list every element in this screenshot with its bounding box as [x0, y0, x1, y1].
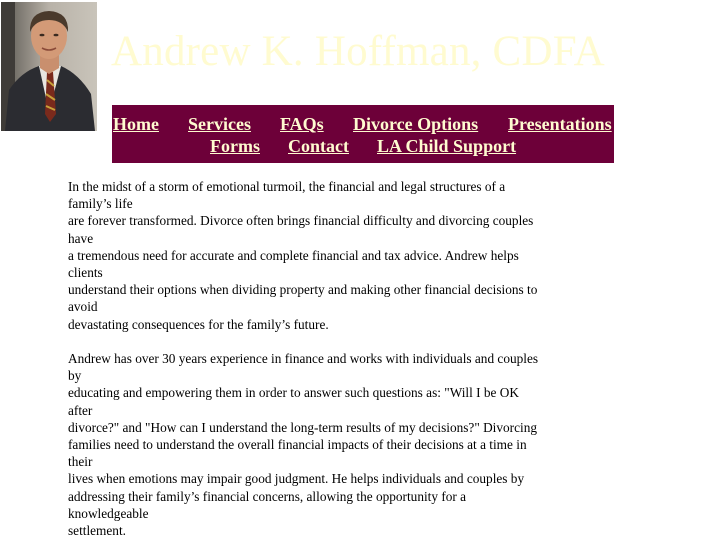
- paragraph-line: have: [68, 230, 94, 246]
- paragraph-line: family’s life: [68, 196, 133, 212]
- paragraph-line: devastating consequences for the family’s future.: [68, 316, 329, 332]
- main-content: [68, 178, 588, 539]
- paragraph-line: knowledgeable: [68, 505, 149, 521]
- nav-link-faqs[interactable]: FAQs: [280, 114, 324, 134]
- paragraph-line: addressing their family’s financial concerns, allowing the opportunity for a: [68, 488, 467, 504]
- paragraph-spacer: [68, 333, 588, 350]
- paragraph-line: divorce?" and "How can I understand the long-term results of my decisions?" Divorcing: [68, 419, 537, 435]
- paragraph-line: their: [68, 454, 93, 470]
- paragraph-line: understand their options when dividing property and making other financial decisions to: [68, 282, 538, 298]
- experience-paragraph: [68, 350, 588, 539]
- paragraph-line: settlement.: [68, 523, 126, 539]
- nav-link-home[interactable]: Home: [113, 114, 159, 134]
- paragraph-line: lives when emotions may impair good judgment. He helps individuals and couples by: [68, 471, 525, 487]
- nav-link-services[interactable]: Services: [188, 114, 251, 134]
- paragraph-line: are forever transformed. Divorce often brings financial difficulty and divorcing couples: [68, 213, 534, 229]
- nav-link-contact[interactable]: Contact: [288, 136, 349, 156]
- paragraph-line: families need to understand the overall financial impacts of their decisions at a time in: [68, 437, 527, 453]
- paragraph-line: a tremendous need for accurate and complete financial and tax advice. Andrew helps: [68, 247, 519, 263]
- site-title: Andrew K. Hoffman, CDFA: [111, 28, 605, 75]
- main-navigation: [112, 105, 614, 163]
- paragraph-line: In the midst of a storm of emotional turmoil, the financial and legal structures of a: [68, 179, 506, 194]
- portrait-image: [1, 2, 97, 131]
- nav-link-divorce-options[interactable]: Divorce Options: [353, 114, 479, 134]
- portrait-photo: [1, 2, 97, 131]
- nav-link-forms[interactable]: Forms: [210, 136, 260, 156]
- paragraph-line: avoid: [68, 299, 98, 315]
- intro-paragraph: [68, 178, 588, 333]
- paragraph-line: educating and empowering them in order to answer such questions as: "Will I be OK: [68, 385, 519, 401]
- paragraph-line: clients: [68, 265, 103, 281]
- nav-link-la-child-support[interactable]: LA Child Support: [377, 136, 517, 156]
- paragraph-line: by: [68, 368, 82, 384]
- nav-link-presentations[interactable]: Presentations: [508, 114, 612, 134]
- paragraph-line: after: [68, 402, 93, 418]
- paragraph-line: Andrew has over 30 years experience in finance and works with individuals and couples: [68, 351, 539, 367]
